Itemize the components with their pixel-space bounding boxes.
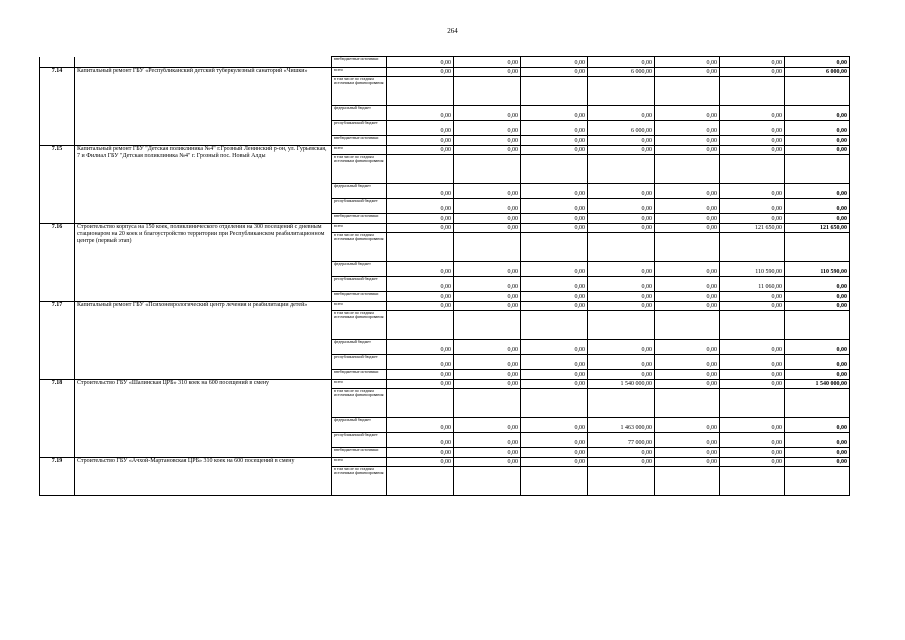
value-cell: 0,00 (521, 184, 588, 199)
value-cell: 0,00 (521, 433, 588, 448)
value-cell (785, 233, 850, 262)
value-cell: 6 000,00 (785, 68, 850, 77)
value-cell: 0,00 (521, 277, 588, 292)
value-cell: 0,00 (655, 277, 720, 292)
value-cell (655, 467, 720, 496)
value-cell: 0,00 (588, 277, 655, 292)
source-label: республиканский бюджет (332, 199, 387, 214)
value-cell: 0,00 (655, 214, 720, 224)
value-cell: 0,00 (454, 370, 521, 380)
value-cell: 0,00 (387, 184, 454, 199)
source-label: всего (332, 224, 387, 233)
item-code: 7.17 (40, 302, 75, 380)
value-cell: 0,00 (785, 370, 850, 380)
value-cell: 0,00 (655, 184, 720, 199)
source-label: в том числе по стадиям источникам финансирования (332, 389, 387, 418)
item-name: Капитальный ремонт ГБУ "Детская поликлиника №4" г.Грозный Ленинский р-он, ул. Гурьевская, 7 и Филиал ГБУ "Детская поликлиника №4" г. Грозный пос. Новый Алды (75, 146, 332, 224)
value-cell: 0,00 (655, 433, 720, 448)
value-cell: 1 463 000,00 (588, 418, 655, 433)
source-label: внебюджетные источники (332, 370, 387, 380)
value-cell (387, 311, 454, 340)
value-cell (454, 77, 521, 106)
value-cell: 0,00 (521, 214, 588, 224)
code-cell (40, 57, 75, 68)
source-label: внебюджетные источники (332, 292, 387, 302)
value-cell (720, 389, 785, 418)
value-cell: 0,00 (655, 380, 720, 389)
value-cell: 0,00 (521, 302, 588, 311)
value-cell: 0,00 (454, 433, 521, 448)
value-cell: 0,00 (521, 57, 588, 68)
value-cell: 11 060,00 (720, 277, 785, 292)
value-cell: 0,00 (387, 106, 454, 121)
value-cell (785, 77, 850, 106)
value-cell: 0,00 (720, 448, 785, 458)
value-cell: 0,00 (454, 292, 521, 302)
value-cell: 0,00 (521, 262, 588, 277)
value-cell: 0,00 (588, 370, 655, 380)
value-cell: 0,00 (454, 199, 521, 214)
value-cell (521, 467, 588, 496)
value-cell: 0,00 (588, 106, 655, 121)
source-label: всего (332, 146, 387, 155)
table-row (40, 224, 850, 233)
value-cell: 0,00 (655, 418, 720, 433)
source-label: всего (332, 302, 387, 311)
value-cell: 0,00 (655, 68, 720, 77)
source-label: в том числе по стадиям источникам финансирования (332, 155, 387, 184)
value-cell (655, 77, 720, 106)
value-cell: 0,00 (655, 106, 720, 121)
source-label: федеральный бюджет (332, 262, 387, 277)
value-cell: 0,00 (655, 121, 720, 136)
source-label: федеральный бюджет (332, 184, 387, 199)
source-label: федеральный бюджет (332, 418, 387, 433)
value-cell: 0,00 (720, 418, 785, 433)
value-cell (387, 77, 454, 106)
value-cell: 121 650,00 (720, 224, 785, 233)
value-cell: 0,00 (521, 68, 588, 77)
value-cell: 0,00 (521, 418, 588, 433)
value-cell: 0,00 (521, 380, 588, 389)
source-label: в том числе по стадиям источникам финансирования (332, 77, 387, 106)
value-cell: 0,00 (521, 136, 588, 146)
value-cell: 0,00 (521, 292, 588, 302)
value-cell: 77 000,00 (588, 433, 655, 448)
value-cell (454, 155, 521, 184)
value-cell: 0,00 (785, 106, 850, 121)
value-cell: 0,00 (720, 292, 785, 302)
value-cell: 0,00 (785, 184, 850, 199)
source-label: внебюджетные источники (332, 214, 387, 224)
value-cell (521, 77, 588, 106)
value-cell: 0,00 (387, 302, 454, 311)
value-cell (655, 233, 720, 262)
value-cell (785, 155, 850, 184)
value-cell: 0,00 (785, 448, 850, 458)
value-cell: 0,00 (655, 199, 720, 214)
value-cell: 0,00 (588, 355, 655, 370)
value-cell: 0,00 (521, 121, 588, 136)
value-cell: 0,00 (387, 433, 454, 448)
item-name: Строительство корпуса на 150 коек, поликлинического отделения на 300 посещений с дневным стационаром на 20 коек и благоустройство территории при Республиканском реабилитационном центре (первый этап) (75, 224, 332, 302)
value-cell: 0,00 (454, 380, 521, 389)
value-cell: 0,00 (785, 214, 850, 224)
value-cell: 0,00 (588, 448, 655, 458)
item-name: Капитальный ремонт ГБУ «Психоневрологический центр лечения и реабилитации детей» (75, 302, 332, 380)
value-cell: 0,00 (454, 418, 521, 433)
value-cell (785, 389, 850, 418)
value-cell: 0,00 (521, 355, 588, 370)
value-cell: 0,00 (454, 68, 521, 77)
item-name: Капитальный ремонт ГБУ «Республиканский детский туберкулезный санаторий «Чишки» (75, 68, 332, 146)
value-cell: 0,00 (387, 448, 454, 458)
value-cell: 0,00 (387, 458, 454, 467)
value-cell (521, 311, 588, 340)
value-cell: 0,00 (720, 370, 785, 380)
value-cell (655, 311, 720, 340)
value-cell (387, 389, 454, 418)
source-label: в том числе по стадиям источникам финансирования (332, 233, 387, 262)
value-cell: 0,00 (521, 146, 588, 155)
source-label: федеральный бюджет (332, 106, 387, 121)
value-cell: 0,00 (387, 199, 454, 214)
value-cell: 0,00 (655, 57, 720, 68)
value-cell (588, 155, 655, 184)
value-cell: 0,00 (720, 121, 785, 136)
value-cell (521, 155, 588, 184)
value-cell (588, 77, 655, 106)
value-cell: 0,00 (720, 433, 785, 448)
value-cell (588, 389, 655, 418)
value-cell: 0,00 (785, 121, 850, 136)
value-cell: 0,00 (720, 136, 785, 146)
value-cell: 0,00 (521, 448, 588, 458)
source-label: всего (332, 458, 387, 467)
value-cell: 0,00 (720, 106, 785, 121)
value-cell: 0,00 (387, 277, 454, 292)
source-label: внебюджетные источники (332, 136, 387, 146)
value-cell (454, 311, 521, 340)
value-cell: 0,00 (655, 340, 720, 355)
value-cell (720, 467, 785, 496)
value-cell: 0,00 (785, 146, 850, 155)
value-cell: 0,00 (454, 146, 521, 155)
value-cell: 0,00 (387, 214, 454, 224)
value-cell: 0,00 (588, 262, 655, 277)
value-cell: 0,00 (387, 340, 454, 355)
value-cell: 0,00 (387, 146, 454, 155)
value-cell: 0,00 (785, 292, 850, 302)
source-label: в том числе по стадиям источникам финансирования (332, 311, 387, 340)
value-cell: 0,00 (720, 458, 785, 467)
value-cell: 0,00 (720, 68, 785, 77)
value-cell: 0,00 (387, 121, 454, 136)
value-cell (785, 467, 850, 496)
value-cell: 0,00 (720, 146, 785, 155)
value-cell (720, 77, 785, 106)
value-cell: 0,00 (588, 199, 655, 214)
value-cell (588, 233, 655, 262)
value-cell: 0,00 (785, 433, 850, 448)
value-cell: 0,00 (785, 277, 850, 292)
value-cell: 0,00 (521, 370, 588, 380)
value-cell: 0,00 (588, 136, 655, 146)
source-label: всего (332, 380, 387, 389)
value-cell: 0,00 (655, 224, 720, 233)
table-row (40, 302, 850, 311)
value-cell: 110 590,00 (720, 262, 785, 277)
value-cell: 0,00 (655, 262, 720, 277)
page-number: 264 (447, 27, 458, 35)
value-cell: 0,00 (521, 224, 588, 233)
item-name: Строительство ГБУ «Ачхой-Мартановская ЦРБ» 310 коек на 600 посещений в смену (75, 458, 332, 496)
value-cell (655, 155, 720, 184)
value-cell: 0,00 (454, 106, 521, 121)
table-row (40, 57, 850, 68)
value-cell: 0,00 (588, 340, 655, 355)
value-cell: 0,00 (785, 136, 850, 146)
item-code: 7.14 (40, 68, 75, 146)
item-code: 7.15 (40, 146, 75, 224)
value-cell: 0,00 (521, 458, 588, 467)
value-cell: 0,00 (785, 302, 850, 311)
source-label: всего (332, 68, 387, 77)
value-cell: 0,00 (785, 57, 850, 68)
value-cell: 0,00 (387, 136, 454, 146)
value-cell: 0,00 (588, 458, 655, 467)
value-cell: 1 540 000,00 (588, 380, 655, 389)
value-cell: 6 000,00 (588, 68, 655, 77)
value-cell: 0,00 (588, 214, 655, 224)
value-cell (588, 467, 655, 496)
value-cell: 6 000,00 (588, 121, 655, 136)
value-cell: 0,00 (720, 355, 785, 370)
value-cell (387, 233, 454, 262)
value-cell (720, 233, 785, 262)
value-cell: 0,00 (588, 184, 655, 199)
value-cell: 0,00 (454, 121, 521, 136)
value-cell: 0,00 (387, 224, 454, 233)
name-cell (75, 57, 332, 68)
value-cell: 0,00 (387, 68, 454, 77)
value-cell (521, 389, 588, 418)
value-cell: 0,00 (588, 292, 655, 302)
value-cell: 0,00 (454, 214, 521, 224)
value-cell: 0,00 (720, 199, 785, 214)
budget-table (39, 56, 850, 496)
value-cell: 0,00 (655, 302, 720, 311)
source-label: федеральный бюджет (332, 340, 387, 355)
value-cell (655, 389, 720, 418)
item-code: 7.18 (40, 380, 75, 458)
value-cell (387, 155, 454, 184)
value-cell: 110 590,00 (785, 262, 850, 277)
value-cell: 0,00 (454, 262, 521, 277)
value-cell: 0,00 (387, 380, 454, 389)
value-cell (387, 467, 454, 496)
value-cell (720, 155, 785, 184)
value-cell (454, 233, 521, 262)
value-cell: 0,00 (588, 57, 655, 68)
value-cell: 0,00 (785, 418, 850, 433)
value-cell: 0,00 (454, 355, 521, 370)
value-cell: 0,00 (454, 277, 521, 292)
table-row (40, 458, 850, 467)
table-row (40, 68, 850, 77)
value-cell: 0,00 (785, 340, 850, 355)
value-cell: 0,00 (588, 302, 655, 311)
source-label: республиканский бюджет (332, 355, 387, 370)
value-cell: 0,00 (655, 370, 720, 380)
value-cell: 0,00 (720, 214, 785, 224)
table-row (40, 146, 850, 155)
value-cell: 0,00 (588, 224, 655, 233)
value-cell: 0,00 (387, 370, 454, 380)
value-cell: 0,00 (655, 146, 720, 155)
source-label: республиканский бюджет (332, 433, 387, 448)
value-cell (785, 311, 850, 340)
value-cell: 0,00 (720, 340, 785, 355)
value-cell (588, 311, 655, 340)
value-cell: 0,00 (521, 106, 588, 121)
value-cell: 0,00 (785, 458, 850, 467)
value-cell: 0,00 (454, 57, 521, 68)
value-cell: 0,00 (454, 302, 521, 311)
value-cell (720, 311, 785, 340)
item-code: 7.19 (40, 458, 75, 496)
value-cell: 1 540 000,00 (785, 380, 850, 389)
value-cell: 0,00 (720, 184, 785, 199)
source-label: республиканский бюджет (332, 277, 387, 292)
value-cell: 0,00 (655, 355, 720, 370)
value-cell: 0,00 (454, 136, 521, 146)
source-label: республиканский бюджет (332, 121, 387, 136)
value-cell: 0,00 (454, 340, 521, 355)
source-label: в том числе по стадиям источникам финансирования (332, 467, 387, 496)
value-cell: 0,00 (454, 458, 521, 467)
value-cell: 0,00 (387, 262, 454, 277)
value-cell: 0,00 (454, 448, 521, 458)
value-cell: 121 650,00 (785, 224, 850, 233)
value-cell: 0,00 (387, 418, 454, 433)
value-cell: 0,00 (387, 355, 454, 370)
value-cell: 0,00 (588, 146, 655, 155)
value-cell: 0,00 (655, 448, 720, 458)
value-cell: 0,00 (521, 199, 588, 214)
table-row (40, 380, 850, 389)
value-cell: 0,00 (387, 292, 454, 302)
value-cell: 0,00 (655, 136, 720, 146)
value-cell: 0,00 (655, 458, 720, 467)
value-cell: 0,00 (720, 57, 785, 68)
value-cell: 0,00 (387, 57, 454, 68)
value-cell: 0,00 (785, 355, 850, 370)
source-label: внебюджетные источники (332, 57, 387, 68)
value-cell: 0,00 (720, 302, 785, 311)
value-cell (521, 233, 588, 262)
value-cell: 0,00 (785, 199, 850, 214)
item-name: Строительство ГБУ «Шалинская ЦРБ» 310 коек на 600 посещений в смену (75, 380, 332, 458)
value-cell: 0,00 (720, 380, 785, 389)
value-cell: 0,00 (454, 184, 521, 199)
value-cell: 0,00 (454, 224, 521, 233)
value-cell: 0,00 (521, 340, 588, 355)
item-code: 7.16 (40, 224, 75, 302)
source-label: внебюджетные источники (332, 448, 387, 458)
value-cell (454, 389, 521, 418)
value-cell (454, 467, 521, 496)
value-cell: 0,00 (655, 292, 720, 302)
